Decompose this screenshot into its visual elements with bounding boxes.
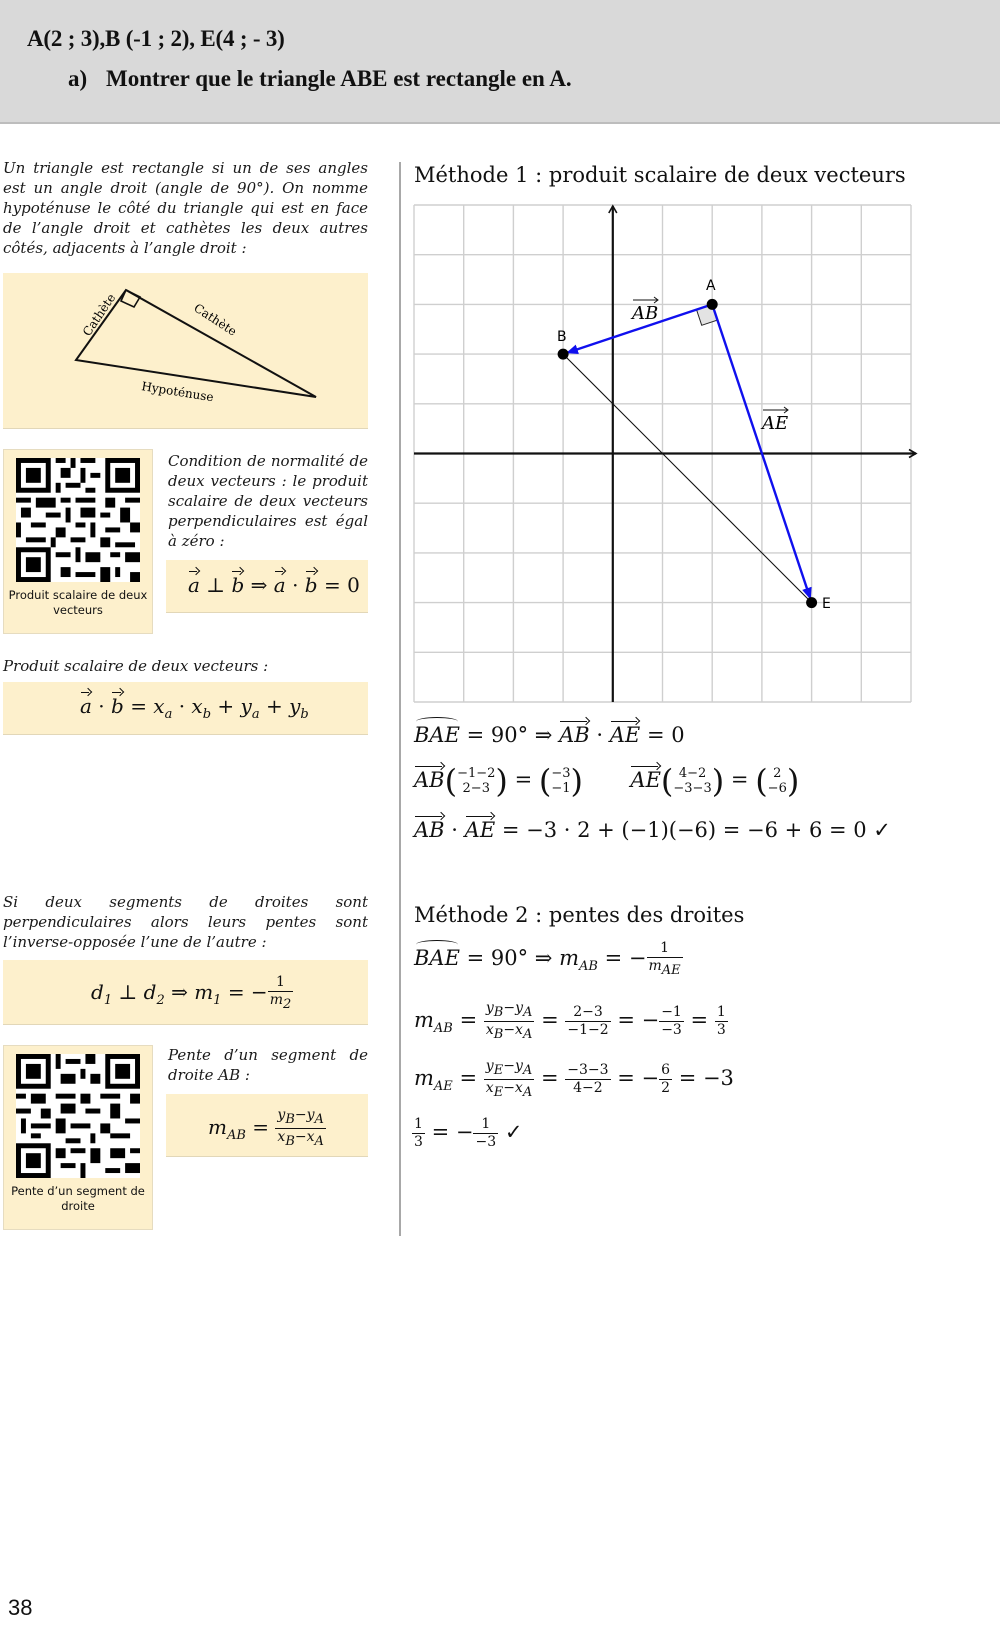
perpendicular-slopes-text: Si deux segments de droites sont perpendiculaires alors leurs pentes sont l’inverse-opposée l’une de l’autre : bbox=[3, 893, 368, 951]
qr-code-card-dot-product[interactable] bbox=[3, 449, 153, 634]
svg-text:AE: AE bbox=[762, 413, 789, 434]
point-b bbox=[558, 349, 569, 360]
right-triangle-definition: Un triangle est rectangle si un de ses angles est un angle droit (angle de 90°). On nomme hypoténuse le côté du triangle qui est en face de l’angle droit et cathètes les deux autres côtés, adjacents à l’angle droit : bbox=[3, 159, 368, 257]
method-2-slope-ab: $m_{AB}$ = $\frac{y_B-y_A}{x_B-x_A}$ = $\frac{2-3}{-1-2}$ = − $\frac{-1}{-3}$ = $\frac{1}{3}$ bbox=[414, 1000, 726, 1042]
dot-product-formula: $a \cdot b = x_a \cdot x_b + y_a + y_b$ bbox=[80, 694, 309, 722]
method-2-angle-condition: BAE = 90° ⇒ $m_{AB}$ = − $\frac{1}{m_{AE}}$ bbox=[414, 940, 681, 978]
coordinate-graph bbox=[410, 200, 920, 710]
hypotenuse-label: Hypoténuse bbox=[140, 379, 215, 405]
right-triangle-diagram bbox=[3, 273, 368, 428]
perpendicular-formula-box bbox=[3, 960, 368, 1025]
dot-product-formula-box bbox=[3, 682, 368, 735]
exercise-header bbox=[0, 0, 1000, 124]
point-a bbox=[707, 299, 718, 310]
point-e bbox=[806, 597, 817, 608]
triangle-figure bbox=[3, 273, 368, 429]
label-vector-ab bbox=[630, 297, 658, 324]
segment-be bbox=[563, 354, 812, 602]
column-divider bbox=[399, 162, 401, 1236]
qr-code-icon[interactable] bbox=[16, 458, 140, 582]
slope-definition-text: Pente d’un segment de droite AB : bbox=[168, 1046, 368, 1084]
normality-formula-box bbox=[166, 560, 368, 613]
page-number: 38 bbox=[8, 1595, 33, 1620]
cathete-right-label: Cathète bbox=[191, 300, 240, 339]
method-2-check: $\frac{1}{3}$ = − $\frac{1}{-3}$ ✓ bbox=[414, 1116, 523, 1150]
question-label: a) bbox=[68, 66, 88, 91]
question-text: Montrer que le triangle ABE est rectangle en A. bbox=[106, 66, 572, 91]
label-a: A bbox=[706, 278, 716, 294]
method-2-title: Méthode 2 : pentes des droites bbox=[414, 903, 745, 927]
label-e: E bbox=[822, 596, 831, 612]
perpendicular-formula: $d_1$ ⊥ $d_2$ ⇒ $m_1$ = − $\frac{1}{m_2}$ bbox=[91, 974, 292, 1012]
method-1-vector-components: AB( −1−2 2−3 ) = ( −3 −1 ) AE( 4−2 −3−3 ) = ( 2 −6 ) bbox=[414, 762, 800, 800]
svg-text:AB: AB bbox=[632, 303, 659, 324]
question-a bbox=[68, 66, 572, 92]
qr-code-icon[interactable] bbox=[16, 1054, 140, 1178]
cathete-left-label: Cathète bbox=[79, 291, 119, 339]
method-2-slope-ae: $m_{AE}$ = $\frac{y_E-y_A}{x_E-x_A}$ = $\frac{-3-3}{4-2}$ = − $\frac{6}{2}$ = −3 bbox=[414, 1058, 734, 1100]
qr-code-card-slope[interactable] bbox=[3, 1045, 153, 1230]
normality-condition-text: Condition de normalité de deux vecteurs : le produit scalaire de deux vecteurs perpendiculaires est égal à zéro : bbox=[168, 452, 368, 550]
label-b: B bbox=[557, 329, 567, 345]
check-mark-icon: ✓ bbox=[504, 1120, 523, 1144]
method-1-dot-product-result: AB · AE = −3 · 2 + (−1)(−6) = −6 + 6 = 0 ✓ bbox=[414, 818, 891, 842]
slope-formula-box bbox=[166, 1094, 368, 1157]
label-vector-ae bbox=[760, 407, 788, 434]
method-1-angle-condition: BAE = 90° ⇒ AB · AE = 0 bbox=[414, 723, 685, 747]
slope-formula: $m_{AB}$ = $\frac{y_B-y_A}{x_B-x_A}$ bbox=[208, 1107, 324, 1149]
qr-caption: Produit scalaire de deux vecteurs bbox=[8, 588, 148, 617]
dot-product-label: Produit scalaire de deux vecteurs : bbox=[3, 657, 269, 675]
points-statement: A(2 ; 3),B (-1 ; 2), E(4 ; - 3) bbox=[27, 26, 285, 51]
qr-caption: Pente d’un segment de droite bbox=[11, 1184, 145, 1213]
normality-formula: a ⊥ b ⇒ a · b = 0 bbox=[188, 573, 360, 597]
method-1-title: Méthode 1 : produit scalaire de deux vecteurs bbox=[414, 163, 906, 187]
